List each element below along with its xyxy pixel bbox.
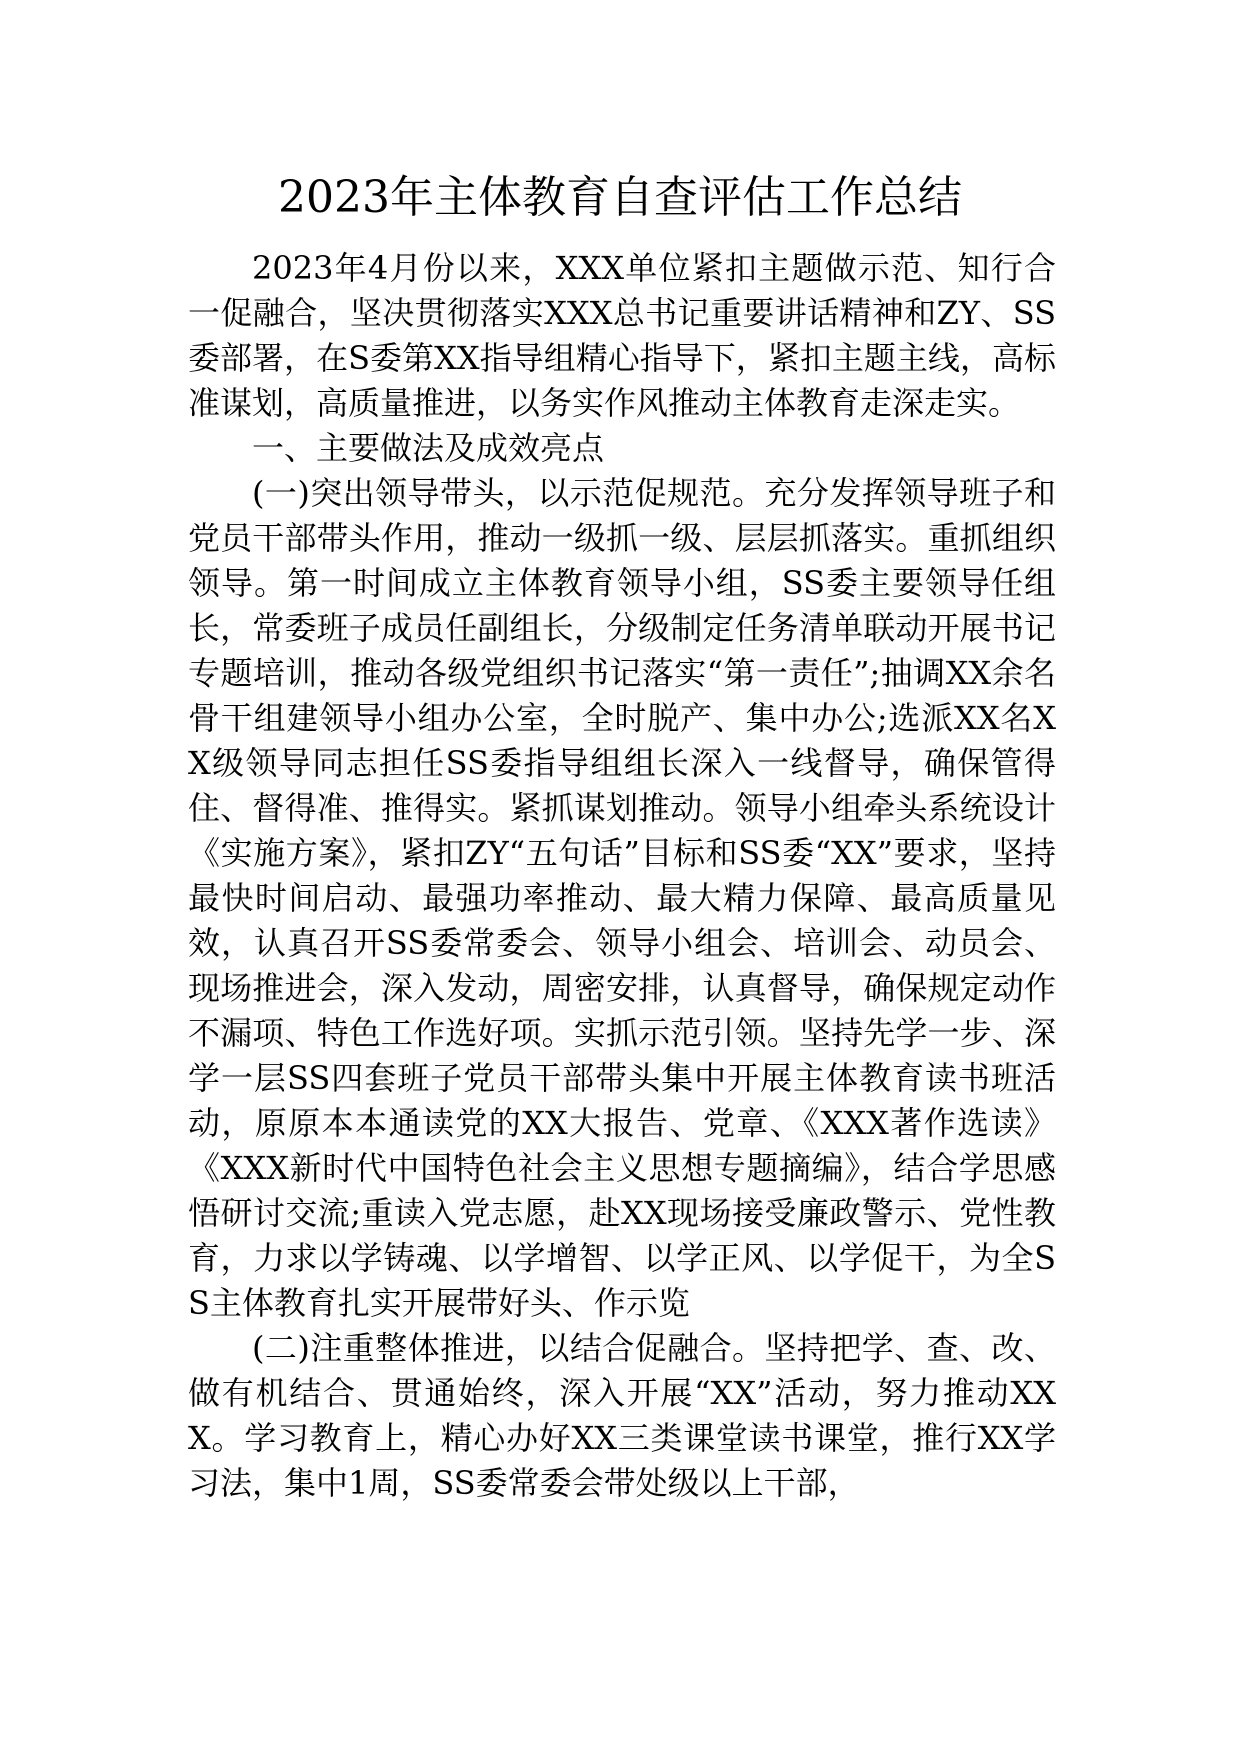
- document-title: 2023年主体教育自查评估工作总结: [278, 172, 962, 223]
- subsection-paragraph-1: (一)突出领导带头，以示范促规范。充分发挥领导班子和党员干部带头作用，推动一级抓一级、层层抓落实。重抓组织领导。第一时间成立主体教育领导小组，SS委主要领导任组长，常委班子成员任副组长，分级制定任务清单联动开展书记专题培训，推动各级党组织书记落实“第一责任”;抽调XX余名骨干组建领导小组办公室，全时脱产、集中办公;选派XX名XX级领导同志担任SS委指导组组长深入一线督导，确保管得住、督得准、推得实。紧抓谋划推动。领导小组牵头系统设计《实施方案》，紧扣ZY“五句话”目标和SS委“XX”要求，坚持最快时间启动、最强功率推动、最大精力保障、最高质量见效，认真召开SS委常委会、领导小组会、培训会、动员会、现场推进会，深入发动，周密安排，认真督导，确保规定动作不漏项、特色工作选好项。实抓示范引领。坚持先学一步、深学一层SS四套班子党员干部带头集中开展主体教育读书班活动，原原本本通读党的XX大报告、党章、《XXX著作选读》《XXX新时代中国特色社会主义思想专题摘编》，结合学思感悟研讨交流;重读入党志愿，赴XX现场接受廉政警示、党性教育，力求以学铸魂、以学增智、以学正风、以学促干，为全SS主体教育扎实开展带好头、作示览: [188, 474, 1056, 1322]
- subsection-paragraph-2: (二)注重整体推进，以结合促融合。坚持把学、查、改、做有机结合、贯通始终，深入开展“XX”活动，努力推动XXX。学习教育上，精心办好XX三类课堂读书课堂，推行XX学习法，集中1周，SS委常委会带处级以上干部，: [188, 1329, 1056, 1502]
- intro-paragraph: 2023年4月份以来，XXX单位紧扣主题做示范、知行合一促融合，坚决贯彻落实XXX总书记重要讲话精神和ZY、SS委部署，在S委第XX指导组精心指导下，紧扣主题主线，高标准谋划，高质量推进，以务实作风推动主体教育走深走实。: [188, 249, 1056, 422]
- section-heading: 一、主要做法及成效亮点: [252, 429, 605, 467]
- document-body: [188, 246, 1056, 1506]
